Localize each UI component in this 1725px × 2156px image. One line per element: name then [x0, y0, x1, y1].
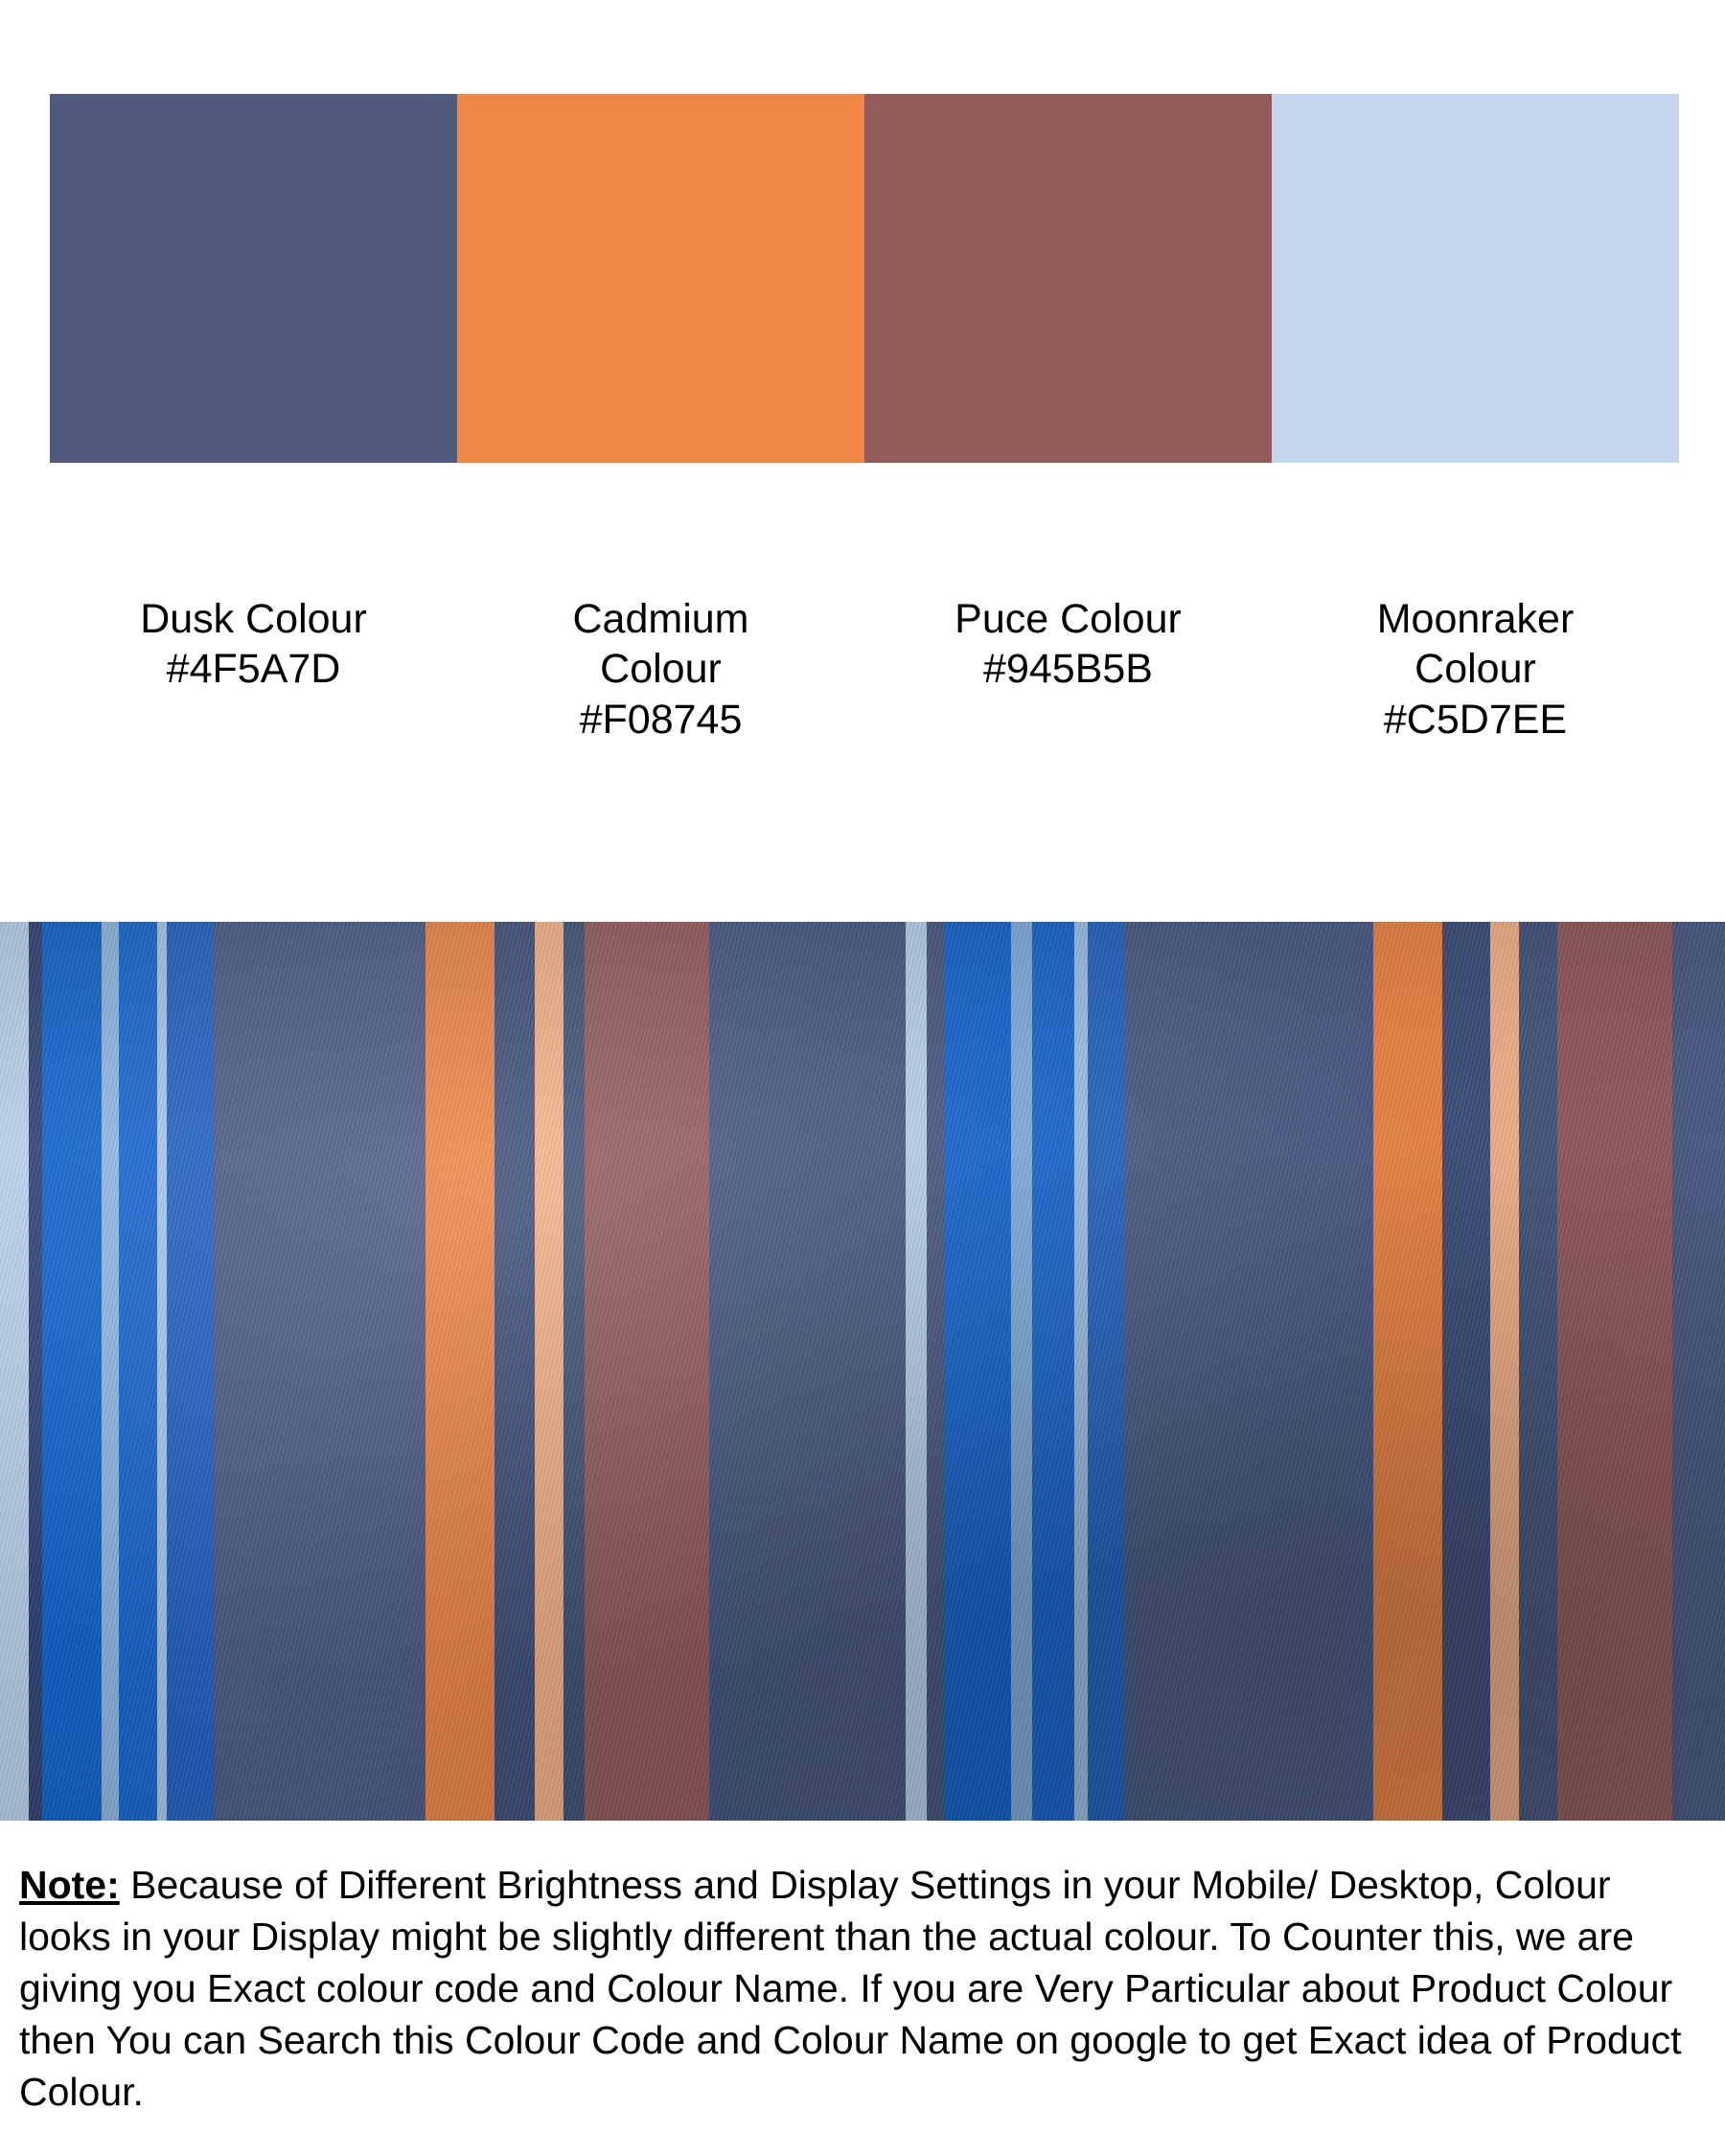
fabric-stripe: [1490, 922, 1519, 1821]
swatch-name-dusk: Dusk Colour: [140, 596, 367, 642]
fabric-stripe: [1557, 922, 1672, 1821]
note-prefix: Note:: [19, 1863, 120, 1907]
swatch-hex-puce: #945B5B: [983, 646, 1153, 693]
swatch-dusk: [50, 94, 457, 463]
fabric-stripe: [0, 922, 29, 1821]
fabric-stripe: [1672, 922, 1725, 1821]
swatch-hex-cadmium: #F08745: [579, 696, 743, 743]
fabric-stripe: [215, 922, 426, 1821]
fabric-stripe: [494, 922, 535, 1821]
fabric-stripe: [1088, 922, 1124, 1821]
fabric-stripe: [1442, 922, 1490, 1821]
swatch-label-dusk: [50, 594, 457, 745]
fabric-stripe: [944, 922, 1011, 1821]
fabric-image: [0, 922, 1725, 1821]
swatch-strip: [50, 94, 1679, 463]
note-text: [19, 1859, 1706, 2119]
fabric-stripe: [29, 922, 42, 1821]
swatch-name-puce: Puce Colour: [954, 596, 1182, 642]
fabric-stripe: [1032, 922, 1074, 1821]
swatch-hex-moonraker: #C5D7EE: [1383, 696, 1568, 743]
swatch-labels: [50, 594, 1679, 745]
fabric-stripe: [1074, 922, 1088, 1821]
swatch-name-cadmium-line2: Colour: [600, 646, 722, 693]
swatch-label-puce: [864, 594, 1272, 745]
fabric-stripe: [42, 922, 102, 1821]
swatch-label-moonraker: [1272, 594, 1679, 745]
swatch-label-cadmium: [457, 594, 864, 745]
fabric-stripe: [119, 922, 157, 1821]
note-body: Because of Different Brightness and Display Settings in your Mobile/ Desktop, Colour looks in your Display might be slightly different than the actual colour. To Counter this, we are giving you Exact colour code and Colour Name. If you are Very Particular about Product Colour then You can Search this Colour Code and Colour Name on google to get Exact idea of Product Colour.: [19, 1863, 1682, 2115]
swatch-name-moonraker-line2: Colour: [1414, 646, 1536, 693]
fabric-stripe: [167, 922, 215, 1821]
fabric-stripe: [906, 922, 927, 1821]
fabric-stripe: [564, 922, 585, 1821]
swatch-puce: [864, 94, 1272, 463]
fabric-stripe: [535, 922, 564, 1821]
swatch-name-moonraker-line1: Moonraker: [1376, 596, 1575, 642]
fabric-stripe: [1124, 922, 1373, 1821]
fabric-stripe: [927, 922, 940, 1821]
swatch-cadmium: [457, 94, 864, 463]
swatch-name-cadmium-line1: Cadmium: [572, 596, 749, 642]
fabric-stripe: [1373, 922, 1442, 1821]
fabric-stripe: [1011, 922, 1032, 1821]
fabric-stripe: [157, 922, 167, 1821]
fabric-stripe: [1519, 922, 1557, 1821]
fabric-stripe: [102, 922, 119, 1821]
fabric-stripe: [585, 922, 709, 1821]
fabric-stripe: [426, 922, 494, 1821]
swatch-hex-dusk: #4F5A7D: [166, 646, 341, 693]
swatch-moonraker: [1272, 94, 1679, 463]
